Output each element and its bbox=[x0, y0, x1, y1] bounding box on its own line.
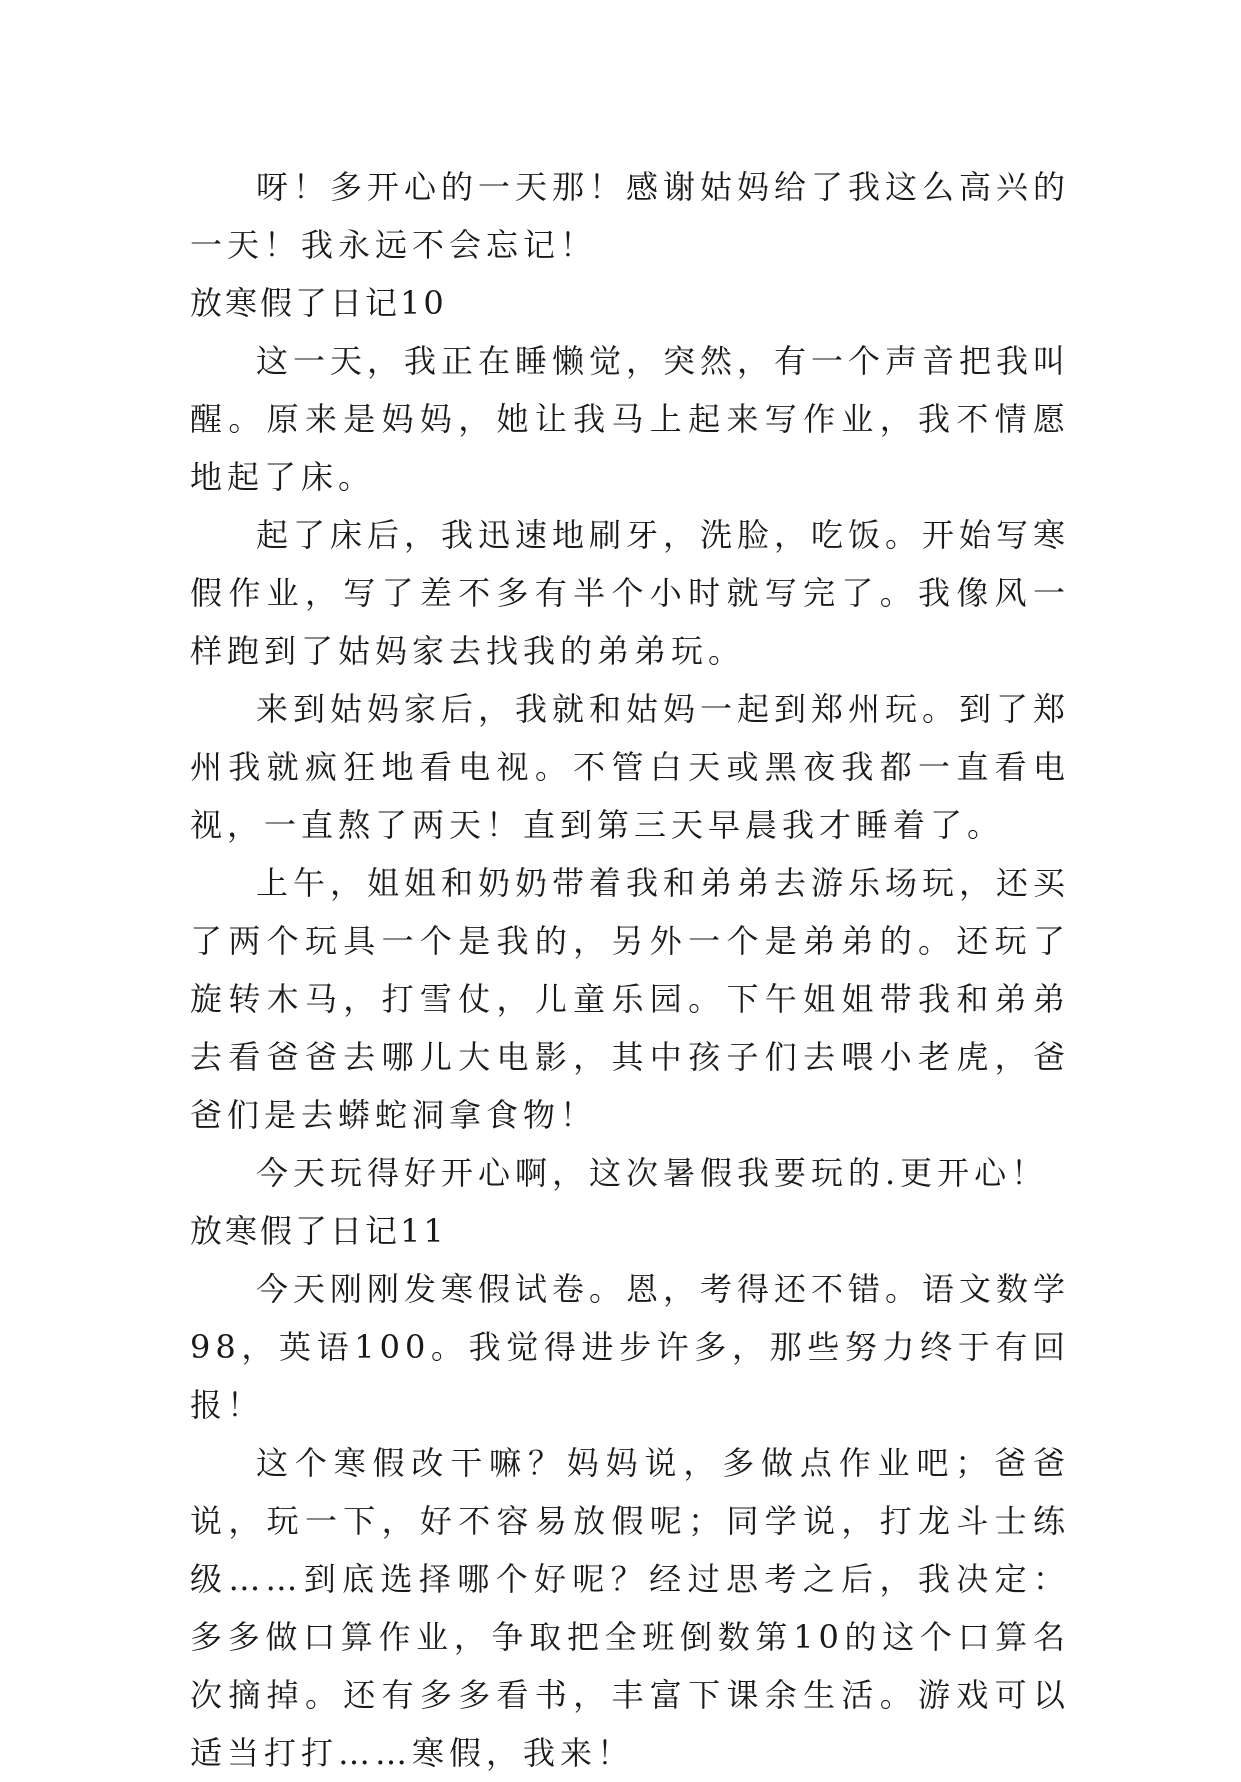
paragraph-exam-results: 今天刚刚发寒假试卷。恩，考得还不错。语文数学98，英语100。我觉得进步许多，那些努力终于有回报！ bbox=[190, 1270, 1071, 1424]
paragraph-homework: 起了床后，我迅速地刷牙，洗脸，吃饭。开始写寒假作业，写了差不多有半个小时就写完了。我像风一样跑到了姑妈家去找我的弟弟玩。 bbox=[190, 516, 1071, 670]
document-page bbox=[190, 158, 1070, 1782]
paragraph-amusement-park: 上午，姐姐和奶奶带着我和弟弟去游乐场玩，还买了两个玩具一个是我的，另外一个是弟弟的。还玩了旋转木马，打雪仗，儿童乐园。下午姐姐带我和弟弟去看爸爸去哪儿大电影，其中孩子们去喂小老虎，爸爸们是去蟒蛇洞拿食物！ bbox=[190, 864, 1071, 1134]
paragraph-zhengzhou: 来到姑妈家后，我就和姑妈一起到郑州玩。到了郑州我就疯狂地看电视。不管白天或黑夜我都一直看电视，一直熬了两天！直到第三天早晨我才睡着了。 bbox=[190, 690, 1071, 844]
paragraph-closing-day: 呀！多开心的一天那！感谢姑妈给了我这么高兴的一天！我永远不会忘记！ bbox=[190, 168, 1071, 264]
diary-title-11: 放寒假了日记11 bbox=[190, 1212, 447, 1250]
diary-title-10: 放寒假了日记10 bbox=[190, 284, 447, 322]
paragraph-wake-up: 这一天，我正在睡懒觉，突然，有一个声音把我叫醒。原来是妈妈，她让我马上起来写作业，我不情愿地起了床。 bbox=[190, 342, 1071, 496]
paragraph-happy-day: 今天玩得好开心啊，这次暑假我要玩的.更开心！ bbox=[256, 1154, 1049, 1192]
paragraph-holiday-plan: 这个寒假改干嘛？妈妈说，多做点作业吧；爸爸说，玩一下，好不容易放假呢；同学说，打龙斗士练级……到底选择哪个好呢？经过思考之后，我决定：多多做口算作业，争取把全班倒数第10的这个口算名次摘掉。还有多多看书，丰富下课余生活。游戏可以适当打打……寒假，我来！ bbox=[190, 1444, 1070, 1772]
